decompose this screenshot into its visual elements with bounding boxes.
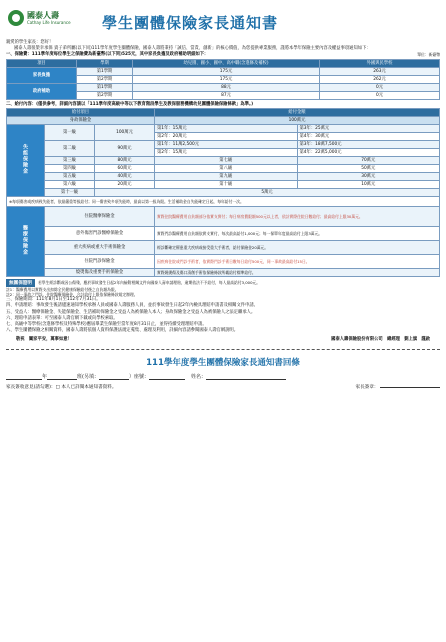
company-name: 國泰人壽 [27,10,59,20]
medical-item: 重大疾病或重大手術保險金 [45,240,155,254]
col-benefit-item: 給付項目 [7,108,155,116]
header [6,4,440,40]
grade-cell: 第六級 [45,180,95,188]
death-label: 身故保險金 [7,116,155,124]
grade-amount: 100萬元 [95,124,155,140]
grade-cell: 第七級 [155,156,298,164]
item-graduate: 七、高級中等學校(含進修學校及特殊學校)應屆畢業生保險至當年度8月31日止，並得持續受理理賠申請。 [6,322,207,328]
grade-amount: 20萬元 [95,180,155,188]
tree-logo-icon [8,10,24,26]
medical-detail: 經診斷確定罹患重大疾病或接受重大手術者，給付保險金20萬元。 [155,240,440,254]
class-blank[interactable] [47,373,77,380]
grade-cell: 第十一級 [45,188,95,196]
care-cell: 第3年：18萬7,500元 [297,140,440,148]
medical-item: 意外傷害門診醫療保險金 [45,226,155,240]
closing-wish: 敬祝 闔家平安，萬事如意！ [16,337,72,343]
grade-cell: 第九級 [155,172,298,180]
grade-cell: 第十級 [155,180,298,188]
closing-signature: 國泰人壽保險股份有限公司 總經理 劉上旗 謹啟 [331,337,430,343]
amount-cell: 262元 [320,75,440,83]
care-cell: 第2年：15萬元 [155,148,298,156]
col-benefit-amount: 給付金額 [155,108,440,116]
section1-heading: 一、保險費：111學年度每位學生之保險費為新臺幣(以下同)525元，其中家長負擔及政府補助明細如下： [6,52,209,58]
care-cell: 第4年：22萬5,000元 [297,148,440,156]
care-cell: 第3年：25萬元 [297,124,440,132]
medical-detail: 實際門診醫療費用自負額依實支實付，每次最高給付1,000元；每一保單年度最高給付上限3萬元。 [155,226,440,240]
class-note-blank[interactable] [99,373,129,380]
amount-cell: 175元 [133,75,320,83]
col-item: 項目 [7,59,77,67]
amount-cell: 175元 [133,67,320,75]
company-name-en: Cathay Life Insurance [27,19,71,25]
item-period: 三、保險期間：111年8月1日至112年7月31日。 [6,297,101,303]
notice-text: 若學生經診斷或因公傷殘，應於事故發生日起2年內檢附相關文件向國泰人壽申請理賠，逾期依法不予給付，每人最高給付3,000元。 [37,280,261,286]
document-title: 學生團體保險家長通知書 [102,14,279,32]
benefit-table [6,108,440,277]
amount-cell: 263元 [320,67,440,75]
reply-title: 111學年度學生團體保險家長通知書回條 [146,357,300,368]
col-term: 學期 [77,59,133,67]
sign-blank[interactable] [380,387,440,388]
year-label: 年 [42,373,48,380]
care-cell: 第2年：20萬元 [155,132,298,140]
notice-tag: 無團保證明 [6,279,35,287]
amount-cell: 0元 [320,83,440,91]
grade-amount: 5萬元 [95,188,440,196]
grade-amount: 70萬元 [297,156,440,164]
term-cell: 第1學期 [77,67,133,75]
item-forms: 六、理賠申請表單：可至國泰人壽官網下載或向學校索取。 [6,315,118,321]
item-privacy: 八、學生團體保險之相關資料，國泰人壽將依個人資料保護法規定蒐集、處理及利用，詳細內容請參閱國泰人壽官網說明。 [6,328,239,334]
name-label: 姓名： [190,373,206,380]
name-blank[interactable] [206,373,286,380]
notice-box [6,279,440,287]
confirm-checkbox[interactable]: 家長簽收意見(請勾選)：□ 本人已詳閱本通知書資料。 [6,384,117,390]
footnote: 註1：醫療費用以實際支出扣除全民健康保險給付後之自負額為限。 [6,286,119,292]
medical-detail: 實際住院醫療費用自負額部分依實支實付；每日病房費限額500元以上者，依計實際住院日數給付；最高給付上限30萬元。 [155,206,440,226]
grade-amount: 90萬元 [95,140,155,156]
amount-cell: 0元 [320,91,440,99]
class-label: 班(另填： [77,373,99,380]
amount-cell: 87元 [133,91,320,99]
amount-cell: 88元 [133,83,320,91]
disability-label: 失能保險金 [22,144,28,175]
sign-label: 家長簽章： [355,384,379,390]
grade-amount: 10萬元 [297,180,440,188]
group-parent: 家長負擔 [7,67,77,83]
grade-cell: 第二級 [45,140,95,156]
grade-amount: 30萬元 [297,172,440,180]
item-claim: 四、申請理賠：事故發生後請儘速通知學校承辦人員或國泰人壽服務人員，並於事故發生日起2年內檢具理賠申請書及相關文件申請。 [6,303,258,309]
section1-unit: 單位：新臺幣 [417,52,440,58]
medical-detail: 因疾病住院或門診手術者，依實際門診手術日數每日給付500元，同一事故最高給付15日。 [155,254,440,268]
care-cell: 第1年：15萬元 [155,124,298,132]
death-amount: 100萬元 [155,116,440,124]
care-cell: 第4年：30萬元 [297,132,440,140]
grade-amount: 50萬元 [297,164,440,172]
grade-amount: 80萬元 [95,156,155,164]
closing [6,337,440,343]
company-logo [8,10,71,26]
group-government: 政府補助 [7,83,77,99]
grade-cell: 第四級 [45,164,95,172]
grade-amount: 60萬元 [95,164,155,172]
intro-body: 國泰人壽很榮幸承保 貴子弟所屬(以下同)111學年度學生團體保險，國泰人壽將秉持「誠信、當責、創新」的核心價值，為您提供專業服務，謹將本學年保險主要內容及權益事項通知如下： [14,46,371,52]
care-cell: 第1年：11萬2,500元 [155,140,298,148]
seat-label: ）座號： [128,373,149,380]
grade-cell: 第八級 [155,164,298,172]
reply-sign-row [6,384,440,390]
grade-amount: 40萬元 [95,172,155,180]
grade-cell: 第三級 [45,156,95,164]
medical-label: 醫療保險金 [22,225,28,256]
seat-blank[interactable] [149,373,185,380]
greeting: 親愛的學生家長：您好！ [6,40,54,45]
premium-table [6,59,440,100]
footnote: 註2：同一事故之門診、住院醫療保險金，合計給付上限依保險條款規定辦理。 [6,292,138,298]
grade-cell: 第一級 [45,124,95,140]
term-cell: 第2學期 [77,75,133,83]
disability-note: ※每項傷害或疾病致失能者，依最嚴重等級給付；同一傷害致多項失能時，最高以第一級為限。生活補助金自失能確定日起，每年給付一次。 [7,196,440,206]
section2-heading: 二、給付內容：(僅供參考，詳細內容請以「111學年度高級中等以下教育階段學生及教保服務機構幼兒團體保險保險條款」為準。) [6,101,254,107]
term-cell: 第1學期 [77,83,133,91]
medical-item: 住院醫療保險金 [45,206,155,226]
col-general: 幼兒園、國小、國中、高中職(含進修及補校) [133,59,320,67]
burn-detail: 實際燒燙傷及傷口清創手術依保險條款所載給付標準給付。 [155,268,440,276]
cut-line [6,349,440,350]
grade-cell: 第五級 [45,172,95,180]
burn-item: 燒燙傷及重要手術保險金 [45,268,155,276]
col-private: 外國與民學校 [320,59,440,67]
term-cell: 第2學期 [77,91,133,99]
medical-item: 住院門診保險金 [45,254,155,268]
year-blank[interactable] [6,373,42,380]
item-beneficiary: 五、受益人：醫療保險金、失能保險金、生活補助保險金之受益人為被保險人本人；身故保險金之受益人為被保險人之法定繼承人。 [6,309,256,315]
reply-student-line [6,373,440,380]
